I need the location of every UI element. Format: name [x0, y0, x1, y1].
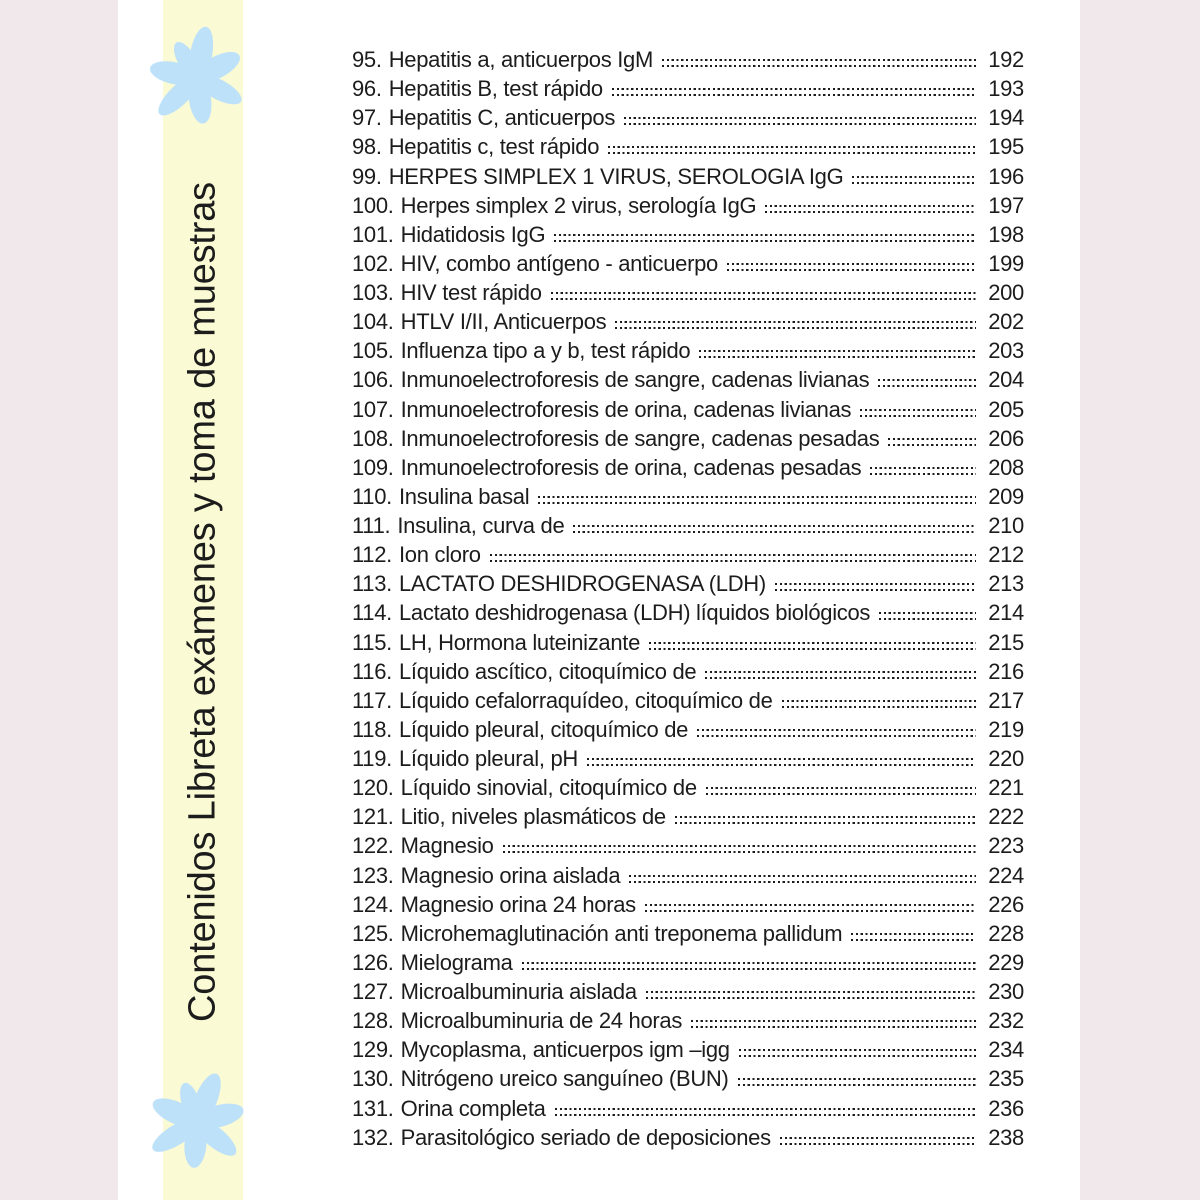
dot-leader [878, 379, 976, 387]
entry-number: 118. [352, 716, 392, 742]
toc-entry [352, 1064, 1024, 1093]
toc-entry [352, 453, 1024, 482]
dot-leader [706, 787, 976, 795]
entry-title: Parasitológico seriado de deposiciones [400, 1124, 771, 1150]
entry-title: Líquido pleural, pH [399, 746, 578, 771]
entry-title: Magnesio [400, 833, 494, 859]
accent-strip [163, 0, 243, 1200]
entry-title: LACTATO DESHIDROGENASA (LDH) [399, 571, 766, 597]
entry-page: 216 [988, 658, 1024, 684]
entry-page: 221 [988, 775, 1024, 801]
dot-leader [629, 875, 976, 883]
entry-number: 127. [352, 979, 394, 1004]
toc-entry [352, 802, 1024, 831]
entry-title: Magnesio orina aislada [400, 862, 621, 888]
entry-page: 209 [988, 483, 1024, 509]
entry-number: 106. [352, 367, 394, 393]
entry-title: Líquido pleural, citoquímico de [399, 716, 689, 742]
entry-number: 103. [352, 280, 394, 305]
toc-entry [352, 162, 1024, 191]
entry-title: Líquido ascítico, citoquímico de [399, 658, 697, 684]
toc-entry [352, 686, 1024, 715]
entry-number: 115. [352, 629, 392, 655]
dot-leader [879, 612, 976, 620]
dot-leader [739, 1049, 976, 1057]
dot-leader [697, 729, 976, 737]
entry-page: 210 [988, 513, 1024, 538]
dot-leader [538, 496, 976, 504]
dot-leader [615, 321, 976, 329]
book-page [118, 0, 1080, 1200]
entry-number: 126. [352, 949, 394, 975]
entry-title: Microalbuminuria de 24 horas [400, 1008, 683, 1034]
toc-entry [352, 278, 1024, 307]
entry-page: 234 [988, 1037, 1024, 1063]
entry-number: 101. [352, 221, 394, 247]
entry-page: 200 [988, 280, 1024, 305]
entry-title: Lactato deshidrogenasa (LDH) líquidos biológicos [399, 600, 871, 626]
dot-leader [860, 409, 976, 417]
entry-page: 238 [988, 1124, 1024, 1150]
dot-leader [851, 933, 976, 941]
entry-number: 113. [352, 571, 392, 597]
entry-title: HTLV I/II, Anticuerpos [400, 309, 607, 335]
entry-page: 223 [988, 833, 1024, 859]
entry-page: 208 [988, 454, 1024, 480]
entry-number: 121. [352, 804, 394, 830]
entry-title: Mielograma [400, 949, 513, 975]
entry-page: 205 [988, 396, 1024, 422]
toc-entry [352, 598, 1024, 627]
entry-page: 194 [988, 105, 1024, 131]
entry-title: Inmunoelectroforesis de orina, cadenas pesadas [400, 454, 862, 480]
entry-page: 215 [988, 629, 1024, 655]
entry-number: 117. [352, 687, 392, 713]
entry-title: Líquido cefalorraquídeo, citoquímico de [399, 687, 773, 713]
dot-leader [649, 642, 976, 650]
dot-leader [573, 525, 976, 533]
dot-leader [662, 59, 976, 67]
entry-title: Herpes simplex 2 virus, serología IgG [400, 192, 757, 218]
entry-page: 197 [988, 192, 1024, 218]
entry-number: 125. [352, 920, 394, 946]
entry-title: HIV, combo antígeno - anticuerpo [400, 250, 718, 276]
entry-page: 232 [988, 1008, 1024, 1034]
entry-title: LH, Hormona luteinizante [399, 629, 641, 655]
toc-entry [352, 482, 1024, 511]
toc-list [352, 45, 1024, 1152]
entry-number: 100. [352, 192, 394, 218]
toc-entry [352, 919, 1024, 948]
entry-number: 102. [352, 250, 394, 276]
toc-entry [352, 1006, 1024, 1035]
dot-leader [522, 962, 976, 970]
entry-page: 214 [988, 600, 1024, 626]
flower-icon [147, 24, 247, 132]
toc-entry [352, 395, 1024, 424]
entry-number: 114. [352, 600, 392, 626]
entry-number: 131. [352, 1095, 394, 1121]
entry-title: Mycoplasma, anticuerpos igm –igg [400, 1037, 730, 1063]
toc-entry [352, 132, 1024, 161]
dot-leader [608, 146, 976, 154]
toc-entry [352, 569, 1024, 598]
entry-number: 116. [352, 658, 392, 684]
dot-leader [870, 467, 976, 475]
dot-leader [675, 816, 976, 824]
entry-number: 128. [352, 1008, 394, 1034]
entry-page: 230 [988, 979, 1024, 1004]
entry-title: Inmunoelectroforesis de orina, cadenas livianas [400, 396, 852, 422]
entry-number: 120. [352, 775, 394, 801]
entry-title: Ion cloro [399, 542, 481, 568]
entry-page: 222 [988, 804, 1024, 830]
entry-number: 107. [352, 396, 394, 422]
dot-leader [624, 117, 976, 125]
dot-leader [555, 1108, 976, 1116]
toc-entry [352, 511, 1024, 540]
dot-leader [645, 904, 976, 912]
entry-page: 206 [988, 425, 1024, 451]
toc-entry [352, 890, 1024, 919]
entry-title: Inmunoelectroforesis de sangre, cadenas pesadas [400, 425, 880, 451]
entry-page: 204 [988, 367, 1024, 393]
dot-leader [587, 758, 976, 766]
entry-number: 111. [352, 513, 391, 538]
dot-leader [691, 1020, 976, 1028]
entry-title: Litio, niveles plasmáticos de [400, 804, 666, 830]
entry-number: 110. [352, 483, 392, 509]
entry-number: 109. [352, 454, 394, 480]
toc-entry [352, 1123, 1024, 1152]
entry-title: HERPES SIMPLEX 1 VIRUS, SEROLOGIA IgG [388, 163, 844, 189]
entry-page: 228 [988, 920, 1024, 946]
entry-title: HIV test rápido [400, 280, 542, 305]
entry-page: 196 [988, 163, 1024, 189]
entry-page: 202 [988, 309, 1024, 335]
dot-leader [888, 438, 976, 446]
entry-page: 217 [988, 687, 1024, 713]
toc-entry [352, 628, 1024, 657]
flower-icon [147, 1068, 247, 1176]
entry-number: 98. [352, 134, 382, 160]
dot-leader [646, 991, 976, 999]
entry-title: Orina completa [400, 1095, 546, 1121]
entry-number: 96. [352, 76, 382, 102]
entry-page: 198 [988, 221, 1024, 247]
toc-entry [352, 1094, 1024, 1123]
toc-entry [352, 74, 1024, 103]
dot-leader [612, 88, 976, 96]
entry-number: 97. [352, 105, 382, 131]
toc-entry [352, 307, 1024, 336]
toc-entry [352, 1035, 1024, 1064]
entry-page: 203 [988, 338, 1024, 364]
dot-leader [705, 671, 976, 679]
entry-number: 119. [352, 746, 392, 771]
entry-page: 219 [988, 716, 1024, 742]
entry-title: Insulina, curva de [397, 513, 565, 538]
entry-page: 236 [988, 1095, 1024, 1121]
toc-entry [352, 715, 1024, 744]
entry-title: Magnesio orina 24 horas [400, 891, 636, 917]
entry-title: Hepatitis c, test rápido [388, 134, 600, 160]
toc-entry [352, 744, 1024, 773]
entry-number: 104. [352, 309, 394, 335]
entry-page: 193 [988, 76, 1024, 102]
entry-page: 235 [988, 1066, 1024, 1092]
entry-page: 213 [988, 571, 1024, 597]
toc-entry [352, 831, 1024, 860]
dot-leader [551, 292, 976, 300]
entry-title: Líquido sinovial, citoquímico de [400, 775, 697, 801]
entry-number: 124. [352, 891, 394, 917]
dot-leader [503, 845, 976, 853]
entry-title: Inmunoelectroforesis de sangre, cadenas livianas [400, 367, 870, 393]
entry-page: 212 [988, 542, 1024, 568]
toc-entry [352, 773, 1024, 802]
entry-title: Influenza tipo a y b, test rápido [400, 338, 691, 364]
dot-leader [727, 263, 976, 271]
entry-page: 226 [988, 891, 1024, 917]
entry-title: Hepatitis a, anticuerpos IgM [388, 47, 653, 72]
dot-leader [782, 700, 976, 708]
toc-entry [352, 45, 1024, 74]
entry-page: 220 [988, 746, 1024, 771]
toc-entry [352, 336, 1024, 365]
toc-entry [352, 657, 1024, 686]
toc-entry [352, 861, 1024, 890]
entry-number: 105. [352, 338, 394, 364]
toc-entry [352, 103, 1024, 132]
entry-title: Microalbuminuria aislada [400, 979, 637, 1004]
toc-entry [352, 365, 1024, 394]
entry-page: 195 [988, 134, 1024, 160]
toc-entry [352, 977, 1024, 1006]
dot-leader [554, 234, 976, 242]
toc-entry [352, 540, 1024, 569]
dot-leader [780, 1137, 976, 1145]
dot-leader [699, 350, 976, 358]
entry-page: 192 [988, 47, 1024, 72]
dot-leader [775, 583, 976, 591]
toc-entry [352, 191, 1024, 220]
toc-entry [352, 948, 1024, 977]
entry-number: 112. [352, 542, 392, 568]
toc-entry [352, 424, 1024, 453]
entry-number: 129. [352, 1037, 394, 1063]
entry-page: 199 [988, 250, 1024, 276]
toc-entry [352, 220, 1024, 249]
entry-number: 99. [352, 163, 382, 189]
entry-number: 108. [352, 425, 394, 451]
entry-number: 123. [352, 862, 394, 888]
entry-page: 224 [988, 862, 1024, 888]
entry-title: Microhemaglutinación anti treponema pallidum [400, 920, 843, 946]
entry-title: Nitrógeno ureico sanguíneo (BUN) [400, 1066, 729, 1092]
dot-leader [490, 554, 976, 562]
entry-number: 95. [352, 47, 382, 72]
entry-number: 130. [352, 1066, 394, 1092]
sidebar-title: Contenidos Libreta exámenes y toma de muestras [181, 182, 224, 1022]
entry-title: Hepatitis B, test rápido [388, 76, 603, 102]
toc-entry [352, 249, 1024, 278]
entry-title: Insulina basal [399, 483, 530, 509]
entry-title: Hepatitis C, anticuerpos [388, 105, 616, 131]
entry-page: 229 [988, 949, 1024, 975]
dot-leader [852, 176, 976, 184]
dot-leader [738, 1078, 976, 1086]
entry-number: 122. [352, 833, 394, 859]
dot-leader [765, 205, 976, 213]
entry-number: 132. [352, 1124, 394, 1150]
entry-title: Hidatidosis IgG [400, 221, 546, 247]
